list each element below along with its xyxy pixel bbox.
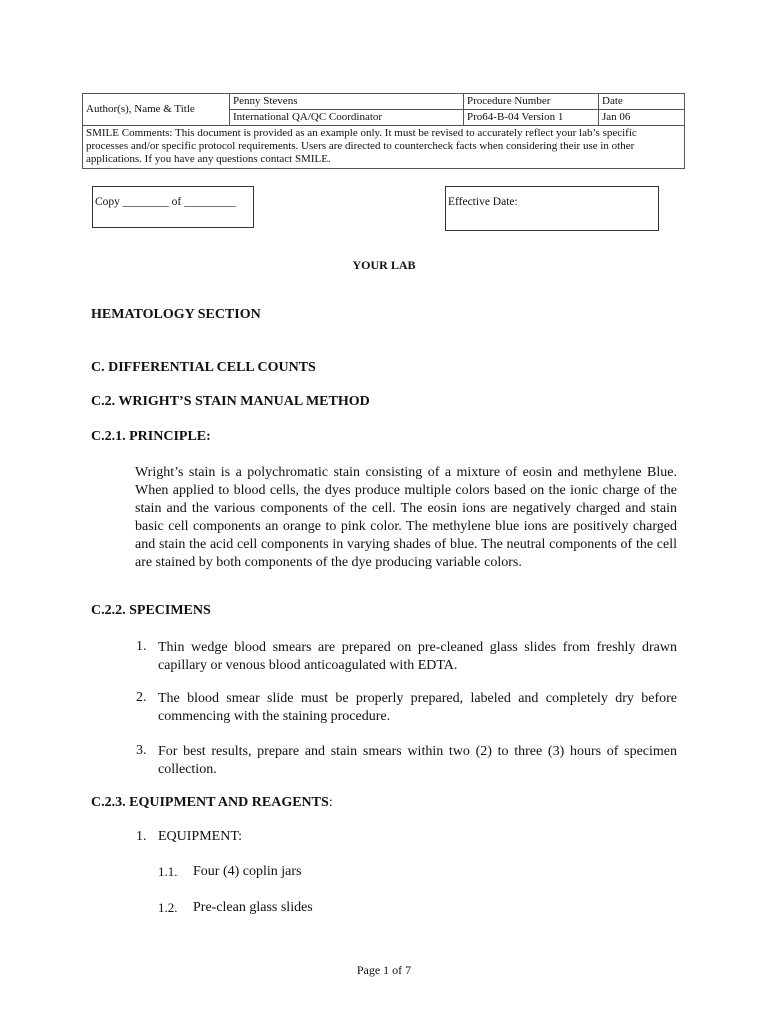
copy-box bbox=[92, 186, 254, 228]
list-number: 1. bbox=[136, 639, 147, 654]
equipment-item: Pre-clean glass slides bbox=[193, 900, 313, 915]
sub-list-number: 1.1. bbox=[158, 864, 178, 879]
equipment-item: Four (4) coplin jars bbox=[193, 864, 302, 879]
date-label: Date bbox=[599, 94, 685, 110]
list-number: 2. bbox=[136, 690, 147, 705]
section-title: HEMATOLOGY SECTION bbox=[91, 307, 261, 322]
lab-title: YOUR LAB bbox=[352, 258, 416, 272]
specimen-item: The blood smear slide must be properly prepared, labeled and completely dry before commencing with the staining procedure. bbox=[158, 691, 677, 724]
heading-equipment-reagents bbox=[91, 795, 333, 811]
author-title: International QA/QC Coordinator bbox=[230, 110, 464, 126]
equipment-label: EQUIPMENT: bbox=[158, 829, 243, 844]
list-number: 1. bbox=[136, 829, 147, 844]
equipment-heading-text: C.2.3. EQUIPMENT AND REAGENTS bbox=[91, 795, 329, 810]
specimen-item: For best results, prepare and stain smears within two (2) to three (3) hours of specimen collection. bbox=[158, 744, 677, 777]
document-header-table bbox=[82, 93, 685, 169]
author-name: Penny Stevens bbox=[230, 94, 464, 110]
list-number: 3. bbox=[136, 743, 147, 758]
heading-wrights-stain: C.2. WRIGHT’S STAIN MANUAL METHOD bbox=[91, 394, 370, 409]
heading-specimens: C.2.2. SPECIMENS bbox=[91, 603, 211, 618]
equipment-heading-colon: : bbox=[328, 795, 333, 810]
procedure-number-value: Pro64-B-04 Version 1 bbox=[464, 110, 599, 126]
principle-text: Wright’s stain is a polychromatic stain consisting of a mixture of eosin and methylene Blue. When applied to blood cells, the dyes produce multiple colors based on the ionic charge of the stain and the various components of the cell. The eosin ions are negatively charged and stain basic cell components an orange to pink color. The methylene blue ions are positively charged and stain the acid cell components in varying shades of blue. The neutral components of the cell are stained by both components of the dye producing variable colors. bbox=[135, 465, 677, 570]
heading-principle: C.2.1. PRINCIPLE: bbox=[91, 429, 211, 444]
sub-list-number: 1.2. bbox=[158, 900, 178, 915]
heading-differential-cell-counts: C. DIFFERENTIAL CELL COUNTS bbox=[91, 360, 316, 375]
procedure-number-label: Procedure Number bbox=[464, 94, 599, 110]
smile-comments: SMILE Comments: This document is provided as an example only. It must be revised to accurately reflect your lab’s specific processes and/or specific protocol requirements. Users are directed to countercheck facts when considering their use in other applications. If you have any questions contact SMILE. bbox=[83, 126, 685, 169]
effective-date-box bbox=[445, 186, 659, 231]
specimen-item: Thin wedge blood smears are prepared on pre-cleaned glass slides from freshly drawn capillary or venous blood anticoagulated with EDTA. bbox=[158, 640, 677, 673]
author-label: Author(s), Name & Title bbox=[83, 94, 230, 126]
date-value: Jan 06 bbox=[599, 110, 685, 126]
page-number-footer: Page 1 of 7 bbox=[356, 963, 412, 977]
copy-box-text: Copy ________ of _________ bbox=[95, 196, 236, 208]
effective-date-label: Effective Date: bbox=[448, 196, 518, 208]
